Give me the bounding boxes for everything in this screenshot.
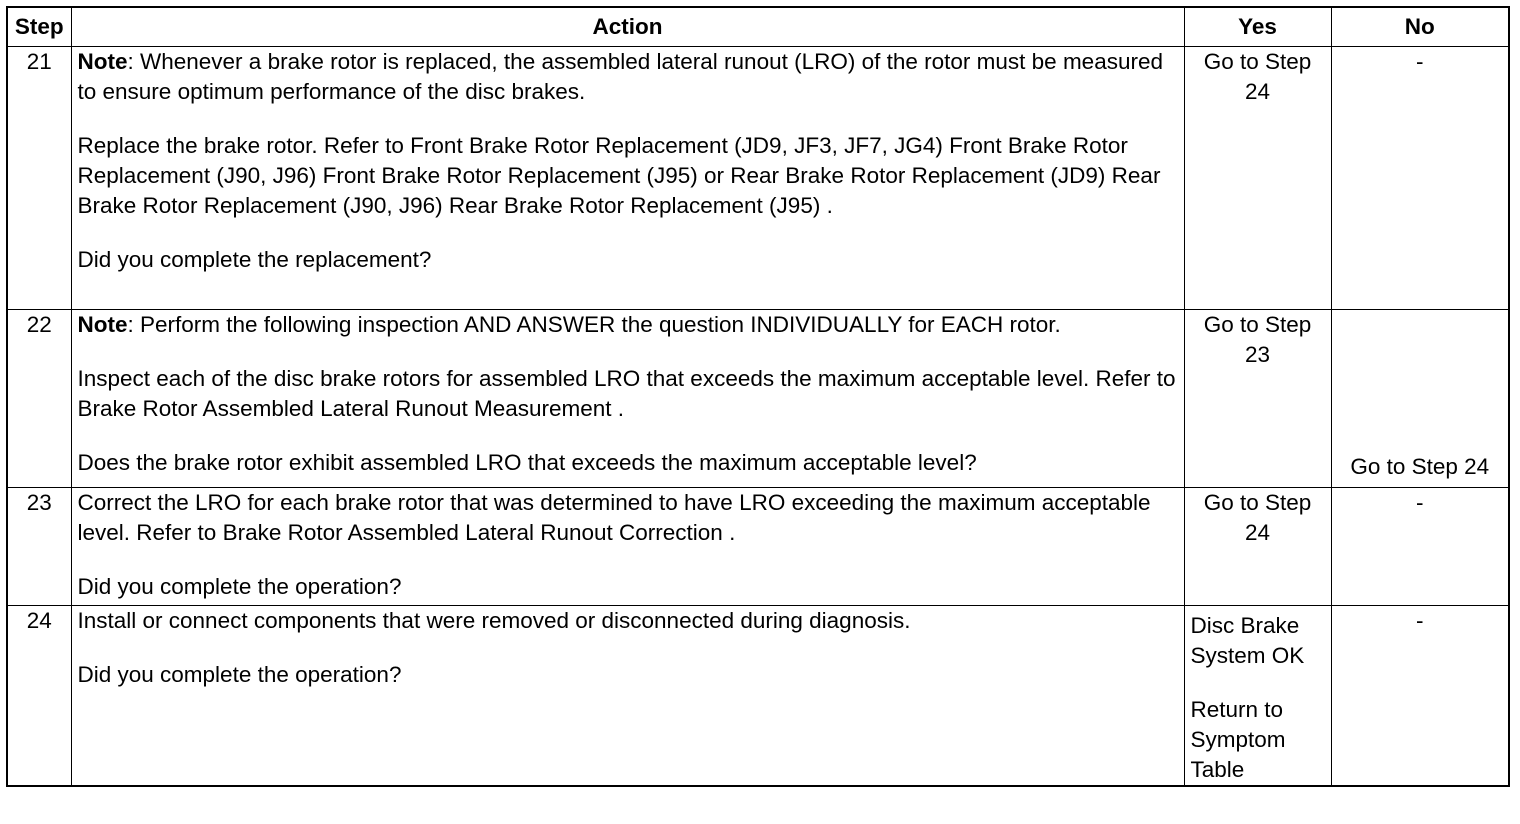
instruction-text: Correct the LRO for each brake rotor that was determined to have LRO exceeding the maximum acceptable level. Refer to Brake Rotor Assembled Lateral Runout Correction .	[77, 490, 1151, 545]
question-text: Does the brake rotor exhibit assembled LRO that exceeds the maximum acceptable level?	[77, 450, 977, 475]
diagnostic-table	[6, 6, 1510, 787]
action-cell	[71, 606, 1184, 787]
no-cell: -	[1331, 488, 1509, 606]
no-cell: -	[1331, 47, 1509, 310]
table-row	[7, 606, 1509, 787]
note-label: Note	[77, 312, 128, 337]
header-action: Action	[71, 7, 1184, 47]
yes-result-ok: Disc Brake System OK	[1190, 613, 1305, 668]
yes-cell: Go to Step 24	[1184, 47, 1331, 310]
yes-cell	[1184, 606, 1331, 787]
instruction-text: Install or connect components that were removed or disconnected during diagnosis.	[77, 608, 911, 633]
table-row	[7, 47, 1509, 310]
note-paragraph	[78, 47, 1178, 107]
header-step: Step	[7, 7, 71, 47]
action-cell	[71, 488, 1184, 606]
step-number: 23	[7, 488, 71, 606]
instruction-text: Inspect each of the disc brake rotors for assembled LRO that exceeds the maximum acceptable level. Refer to Brake Rotor Assembled Lateral Runout Measurement .	[77, 366, 1176, 421]
table-row	[7, 488, 1509, 606]
header-yes: Yes	[1184, 7, 1331, 47]
instruction-text: Replace the brake rotor. Refer to Front Brake Rotor Replacement (JD9, JF3, JF7, JG4) Front Brake Rotor Replacement (J90, J96) Front Brake Rotor Replacement (J95) or Rear Brake Rotor Replacement (JD9) Rear Brake Rotor Replacement (J90, J96) Rear Brake Rotor Replacement (J95) .	[77, 133, 1161, 218]
note-paragraph	[78, 310, 1178, 340]
yes-result-return: Return to Symptom Table	[1190, 697, 1286, 782]
note-text: : Whenever a brake rotor is replaced, the assembled lateral runout (LRO) of the rotor must be measured to ensure optimum performance of the disc brakes.	[77, 49, 1163, 104]
step-number: 21	[7, 47, 71, 310]
action-cell	[71, 310, 1184, 488]
yes-cell: Go to Step 24	[1184, 488, 1331, 606]
table-row	[7, 310, 1509, 488]
header-row	[7, 7, 1509, 47]
yes-cell: Go to Step 23	[1184, 310, 1331, 488]
question-text: Did you complete the operation?	[77, 574, 402, 599]
step-number: 24	[7, 606, 71, 787]
step-number: 22	[7, 310, 71, 488]
no-cell: Go to Step 24	[1331, 310, 1509, 488]
question-text: Did you complete the operation?	[77, 662, 402, 687]
no-cell: -	[1331, 606, 1509, 787]
note-text: : Perform the following inspection AND ANSWER the question INDIVIDUALLY for EACH rotor.	[127, 312, 1061, 337]
action-cell	[71, 47, 1184, 310]
note-label: Note	[77, 49, 128, 74]
header-no: No	[1331, 7, 1509, 47]
question-text: Did you complete the replacement?	[77, 247, 432, 272]
